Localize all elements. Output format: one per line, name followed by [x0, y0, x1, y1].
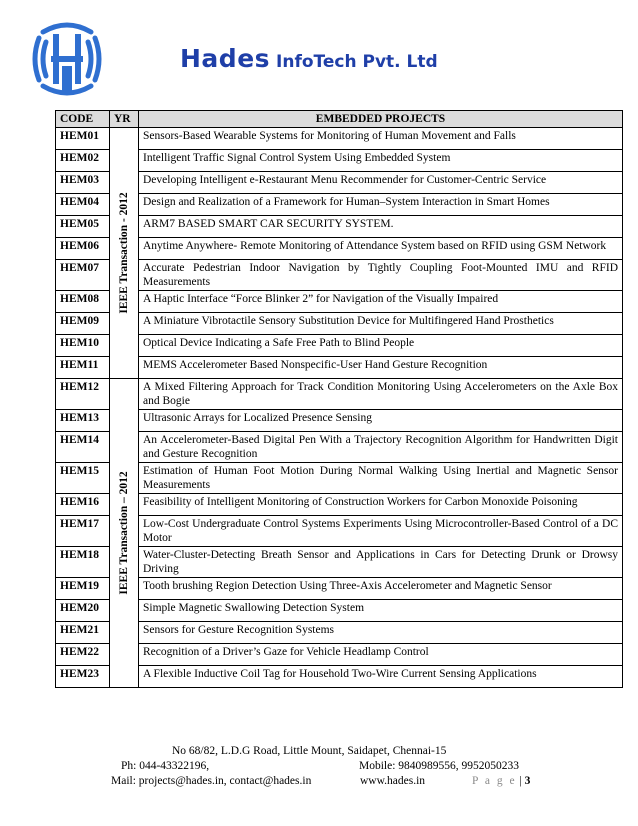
project-code: HEM06 [56, 238, 110, 260]
table-row [56, 260, 623, 291]
project-code: HEM15 [56, 463, 110, 494]
project-code: HEM17 [56, 516, 110, 547]
page-num: 3 [524, 775, 531, 787]
table-row [56, 194, 623, 216]
year-group-cell [110, 128, 139, 379]
project-code: HEM16 [56, 494, 110, 516]
table-row [56, 379, 623, 410]
project-code: HEM21 [56, 622, 110, 644]
projects-table-body [56, 128, 623, 688]
project-code: HEM10 [56, 335, 110, 357]
project-code: HEM11 [56, 357, 110, 379]
project-code: HEM22 [56, 644, 110, 666]
project-title: Optical Device Indicating a Safe Free Path to Blind People [139, 335, 623, 357]
table-row [56, 150, 623, 172]
project-title: Anytime Anywhere- Remote Monitoring of Attendance System based on RFID using GSM Network [139, 238, 623, 260]
project-title: Recognition of a Driver’s Gaze for Vehicle Headlamp Control [139, 644, 623, 666]
project-code: HEM12 [56, 379, 110, 410]
brand-name: Hades [180, 44, 271, 73]
table-row [56, 494, 623, 516]
project-code: HEM01 [56, 128, 110, 150]
header-embedded-projects: EMBEDDED PROJECTS [139, 111, 623, 128]
project-code: HEM23 [56, 666, 110, 688]
hades-logo-icon [29, 18, 105, 100]
projects-table [55, 110, 623, 688]
footer-address: No 68/82, L.D.G Road, Little Mount, Saidapet, Chennai-15 [172, 745, 447, 757]
header-yr: YR [110, 111, 139, 128]
project-code: HEM04 [56, 194, 110, 216]
year-group-cell [110, 379, 139, 688]
project-code: HEM05 [56, 216, 110, 238]
table-row [56, 291, 623, 313]
table-row [56, 516, 623, 547]
project-title: Estimation of Human Foot Motion During Normal Walking Using Inertial and Magnetic Sensor Measurements [139, 463, 623, 494]
project-title: Accurate Pedestrian Indoor Navigation by Tightly Coupling Foot-Mounted IMU and RFID Measurements [139, 260, 623, 291]
project-title: An Accelerometer-Based Digital Pen With a Trajectory Recognition Algorithm for Handwritten Digit and Gesture Recognition [139, 432, 623, 463]
project-title: Developing Intelligent e-Restaurant Menu Recommender for Customer-Centric Service [139, 172, 623, 194]
project-code: HEM07 [56, 260, 110, 291]
project-title: Low-Cost Undergraduate Control Systems Experiments Using Microcontroller-Based Control of a DC Motor [139, 516, 623, 547]
project-title: A Mixed Filtering Approach for Track Condition Monitoring Using Accelerometers on the Axle Box and Bogie [139, 379, 623, 410]
company-name [180, 44, 438, 73]
table-row [56, 410, 623, 432]
table-row [56, 357, 623, 379]
table-row [56, 128, 623, 150]
footer-website: www.hades.in [360, 775, 426, 787]
table-row [56, 578, 623, 600]
year-group-label: IEEE Transaction - 2012 [118, 192, 130, 314]
footer-mobile: Mobile: 9840989556, 9952050233 [359, 760, 520, 772]
project-code: HEM03 [56, 172, 110, 194]
project-title: A Haptic Interface “Force Blinker 2” for Navigation of the Visually Impaired [139, 291, 623, 313]
project-title: Intelligent Traffic Signal Control System Using Embedded System [139, 150, 623, 172]
table-row [56, 644, 623, 666]
project-title: Feasibility of Intelligent Monitoring of Construction Workers for Carbon Monoxide Poisoning [139, 494, 623, 516]
project-title: Tooth brushing Region Detection Using Three-Axis Accelerometer and Magnetic Sensor [139, 578, 623, 600]
project-title: Water-Cluster-Detecting Breath Sensor and Applications in Cars for Detecting Drunk or Drowsy Driving [139, 547, 623, 578]
project-code: HEM02 [56, 150, 110, 172]
year-group-label: IEEE Transaction – 2012 [118, 471, 130, 595]
project-title: Sensors-Based Wearable Systems for Monitoring of Human Movement and Falls [139, 128, 623, 150]
project-code: HEM19 [56, 578, 110, 600]
footer-phone: Ph: 044-43322196, [121, 760, 210, 772]
footer-mail: Mail: projects@hades.in, contact@hades.in [111, 775, 312, 787]
project-title: A Flexible Inductive Coil Tag for Household Two-Wire Current Sensing Applications [139, 666, 623, 688]
table-row [56, 432, 623, 463]
table-row [56, 238, 623, 260]
table-row [56, 666, 623, 688]
project-title: MEMS Accelerometer Based Nonspecific-User Hand Gesture Recognition [139, 357, 623, 379]
page-separator: | [516, 775, 525, 787]
project-title: A Miniature Vibrotactile Sensory Substitution Device for Multifingered Hand Prosthetics [139, 313, 623, 335]
project-title: ARM7 BASED SMART CAR SECURITY SYSTEM. [139, 216, 623, 238]
project-code: HEM08 [56, 291, 110, 313]
header-code: CODE [56, 111, 110, 128]
table-row [56, 335, 623, 357]
table-row [56, 463, 623, 494]
page-word: P a g e [472, 775, 517, 787]
table-row [56, 547, 623, 578]
project-code: HEM14 [56, 432, 110, 463]
table-row [56, 600, 623, 622]
table-row [56, 216, 623, 238]
project-code: HEM09 [56, 313, 110, 335]
table-row [56, 622, 623, 644]
table-row [56, 172, 623, 194]
project-title: Ultrasonic Arrays for Localized Presence Sensing [139, 410, 623, 432]
project-title: Design and Realization of a Framework for Human–System Interaction in Smart Homes [139, 194, 623, 216]
project-title: Sensors for Gesture Recognition Systems [139, 622, 623, 644]
project-code: HEM20 [56, 600, 110, 622]
table-row [56, 313, 623, 335]
project-code: HEM13 [56, 410, 110, 432]
table-header-row [56, 111, 623, 128]
brand-suffix: InfoTech Pvt. Ltd [276, 52, 438, 72]
project-title: Simple Magnetic Swallowing Detection System [139, 600, 623, 622]
project-code: HEM18 [56, 547, 110, 578]
page-number [472, 774, 530, 789]
